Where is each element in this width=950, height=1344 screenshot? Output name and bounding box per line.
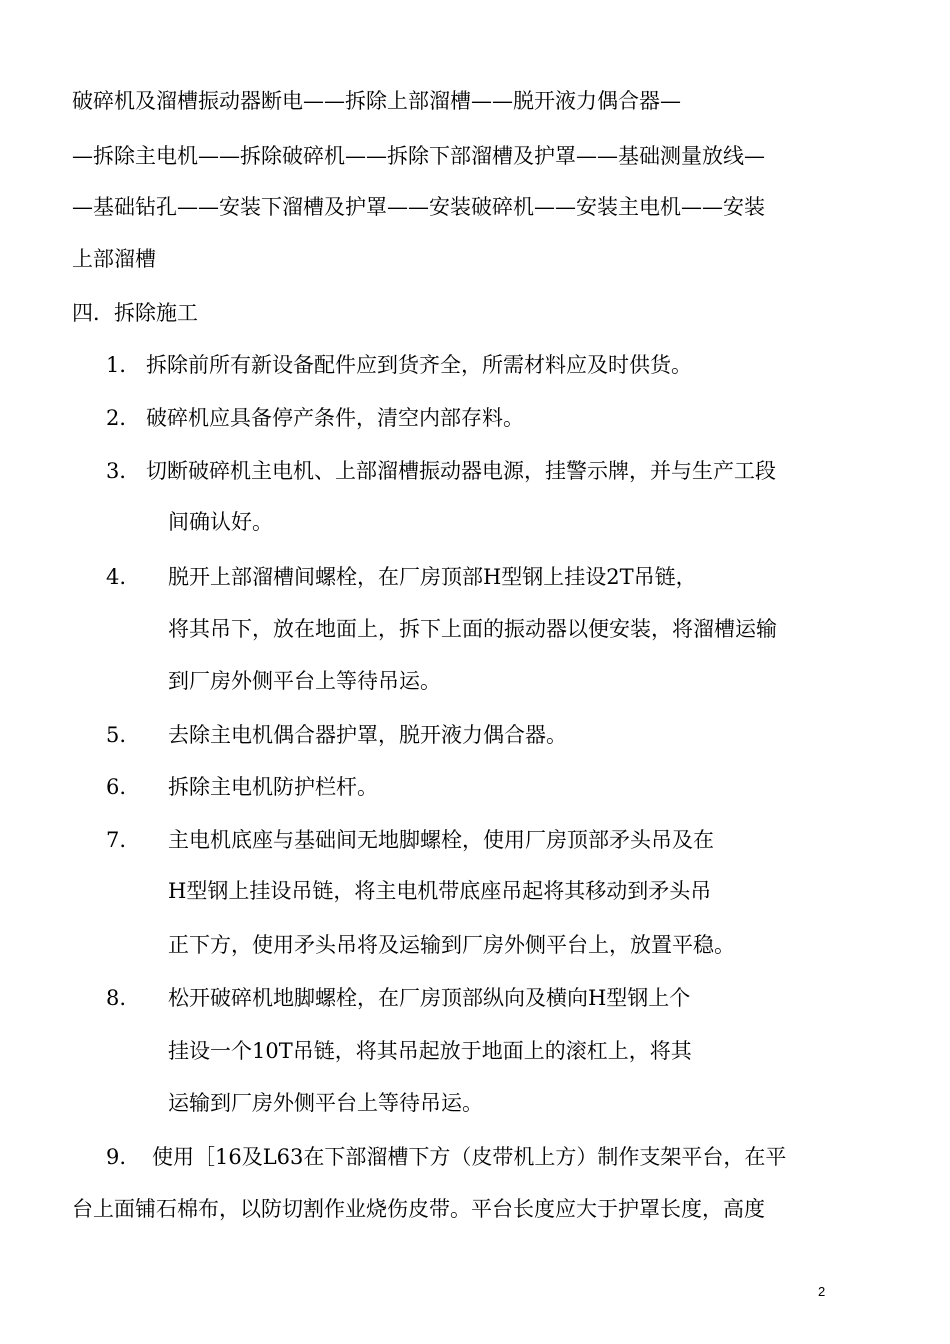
item-number: 1． bbox=[106, 353, 141, 377]
item-number: 7. bbox=[106, 828, 127, 852]
item-number: 5. bbox=[106, 723, 127, 747]
intro-line: 上部溜槽 bbox=[72, 247, 156, 271]
item-number: 3． bbox=[106, 459, 141, 483]
intro-line: 破碎机及溜槽振动器断电——拆除上部溜槽——脱开液力偶合器— bbox=[72, 89, 681, 113]
intro-line: —基础钻孔——安装下溜槽及护罩——安装破碎机——安装主电机——安装 bbox=[72, 195, 765, 219]
item-text: 切断破碎机主电机、上部溜槽振动器电源，挂警示牌，并与生产工段 bbox=[146, 459, 776, 483]
item-text: 脱开上部溜槽间螺栓，在厂房顶部H型钢上挂设2T吊链， bbox=[168, 565, 697, 589]
item-number: 2． bbox=[106, 406, 141, 430]
item-text: 破碎机应具备停产条件，清空内部存料。 bbox=[146, 406, 524, 430]
item-text: 使用［16及L63在下部溜槽下方（皮带机上方）制作支架平台，在平 bbox=[152, 1145, 787, 1169]
item-text: 将其吊下，放在地面上，拆下上面的振动器以便安装，将溜槽运输 bbox=[168, 617, 777, 641]
item-number: 8. bbox=[106, 986, 127, 1010]
intro-line: —拆除主电机——拆除破碎机——拆除下部溜槽及护罩——基础测量放线— bbox=[72, 144, 765, 168]
item-text: 主电机底座与基础间无地脚螺栓，使用厂房顶部矛头吊及在 bbox=[168, 828, 714, 852]
item-text: 间确认好。 bbox=[168, 510, 273, 534]
item-number: 6. bbox=[106, 775, 127, 799]
item-text: 挂设一个10T吊链，将其吊起放于地面上的滚杠上，将其 bbox=[168, 1039, 692, 1063]
section-heading: 四．拆除施工 bbox=[72, 301, 198, 325]
item-text: 拆除前所有新设备配件应到货齐全，所需材料应及时供货。 bbox=[146, 353, 692, 377]
page-number: 2 bbox=[818, 1284, 826, 1299]
item-text: 拆除主电机防护栏杆。 bbox=[168, 775, 378, 799]
item-text: 运输到厂房外侧平台上等待吊运。 bbox=[168, 1091, 483, 1115]
item-text: 正下方，使用矛头吊将及运输到厂房外侧平台上，放置平稳。 bbox=[168, 933, 735, 957]
item-text: 台上面铺石棉布，以防切割作业烧伤皮带。平台长度应大于护罩长度，高度 bbox=[72, 1197, 765, 1221]
item-number: 9. bbox=[106, 1145, 127, 1169]
item-text: 去除主电机偶合器护罩，脱开液力偶合器。 bbox=[168, 723, 567, 747]
item-text: 松开破碎机地脚螺栓，在厂房顶部纵向及横向H型钢上个 bbox=[168, 986, 691, 1010]
item-text: H型钢上挂设吊链，将主电机带底座吊起将其移动到矛头吊 bbox=[168, 879, 712, 903]
item-number: 4. bbox=[106, 565, 127, 589]
item-text: 到厂房外侧平台上等待吊运。 bbox=[168, 669, 441, 693]
